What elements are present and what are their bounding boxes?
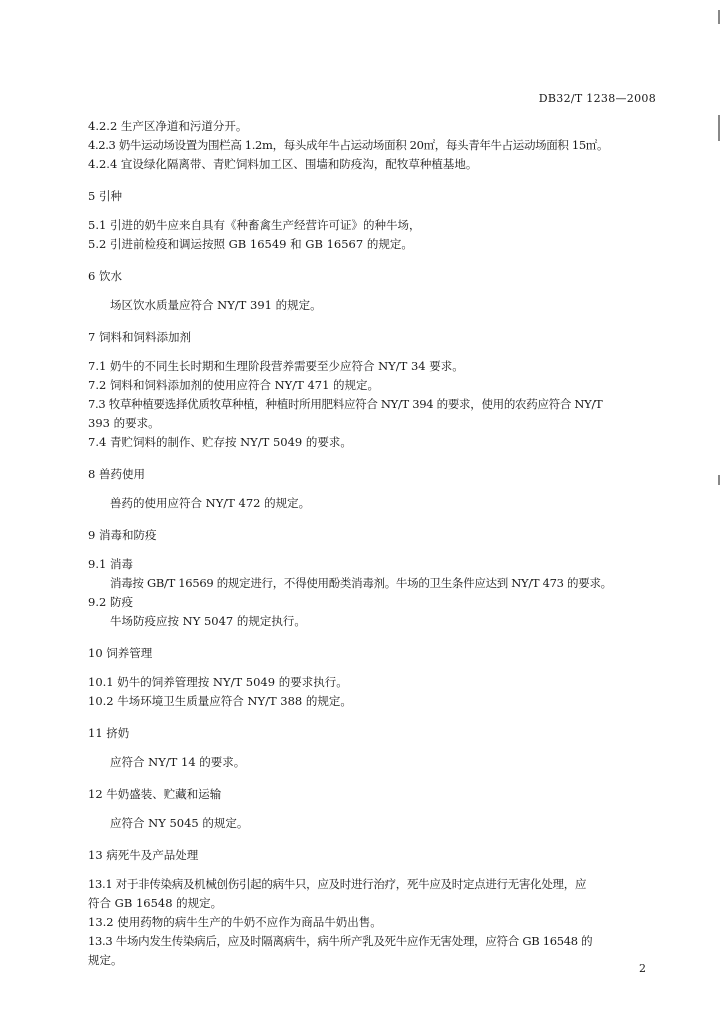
clause-10-1: 10.1 奶牛的饲养管理按 NY/T 5049 的要求执行。 xyxy=(88,675,348,689)
clause-4-2-4: 4.2.4 宜设绿化隔离带、青贮饲料加工区、围墙和防疫沟，配牧草种植基地。 xyxy=(88,157,478,171)
clause-9-2-body: 牛场防疫应按 NY 5047 的规定执行。 xyxy=(110,614,306,628)
clause-7-4: 7.4 青贮饲料的制作、贮存按 NY/T 5049 的要求。 xyxy=(88,435,352,449)
section-heading-6: 6 饮水 xyxy=(88,269,122,283)
section-heading-9: 9 消毒和防疫 xyxy=(88,528,157,542)
section-12-body: 应符合 NY 5045 的规定。 xyxy=(110,816,249,830)
section-heading-5: 5 引种 xyxy=(88,189,122,203)
clause-13-2: 13.2 使用药物的病牛生产的牛奶不应作为商品牛奶出售。 xyxy=(88,915,382,929)
clause-13-3-line2: 规定。 xyxy=(88,953,123,967)
scan-mark xyxy=(718,10,720,24)
section-heading-8: 8 兽药使用 xyxy=(88,467,145,481)
clause-4-2-3: 4.2.3 奶牛运动场设置为围栏高 1.2m，每头成年牛占运动场面积 20㎡，每头青年牛占运动场面积 15㎡。 xyxy=(88,138,609,152)
document-body xyxy=(88,117,658,970)
clause-13-3-line1: 13.3 牛场内发生传染病后，应及时隔离病牛，病牛所产乳及死牛应作无害处理，应符合 GB 16548 的 xyxy=(88,934,593,948)
clause-5-1: 5.1 引进的奶牛应来自具有《种畜禽生产经营许可证》的种牛场， xyxy=(88,218,421,232)
section-8-body: 兽药的使用应符合 NY/T 472 的规定。 xyxy=(110,496,311,510)
clause-10-2: 10.2 牛场环境卫生质量应符合 NY/T 388 的规定。 xyxy=(88,694,352,708)
section-heading-10: 10 饲养管理 xyxy=(88,646,153,660)
clause-7-1: 7.1 奶牛的不同生长时期和生理阶段营养需要至少应符合 NY/T 34 要求。 xyxy=(88,359,464,373)
clause-7-3-line2: 393 的要求。 xyxy=(88,416,160,430)
clause-4-2-2: 4.2.2 生产区净道和污道分开。 xyxy=(88,119,248,133)
clause-9-1-body: 消毒按 GB/T 16569 的规定进行，不得使用酚类消毒剂。牛场的卫生条件应达到 NY/T 473 的要求。 xyxy=(110,576,612,590)
clause-7-2: 7.2 饲料和饲料添加剂的使用应符合 NY/T 471 的规定。 xyxy=(88,378,380,392)
clause-7-3-line1: 7.3 牧草种植要选择优质牧草种植，种植时所用肥料应符合 NY/T 394 的要求，使用的农药应符合 NY/T xyxy=(88,397,603,411)
scan-mark xyxy=(718,475,720,485)
document-code: DB32/T 1238—2008 xyxy=(538,92,656,105)
section-11-body: 应符合 NY/T 14 的要求。 xyxy=(110,755,246,769)
section-heading-12: 12 牛奶盛装、贮藏和运输 xyxy=(88,787,222,801)
clause-5-2: 5.2 引进前检疫和调运按照 GB 16549 和 GB 16567 的规定。 xyxy=(88,237,413,251)
clause-9-1-title: 9.1 消毒 xyxy=(88,557,133,571)
page-number: 2 xyxy=(639,962,646,975)
clause-13-1-line2: 符合 GB 16548 的规定。 xyxy=(88,896,223,910)
clause-9-2-title: 9.2 防疫 xyxy=(88,595,133,609)
section-heading-13: 13 病死牛及产品处理 xyxy=(88,848,199,862)
section-heading-11: 11 挤奶 xyxy=(88,726,130,740)
clause-13-1-line1: 13.1 对于非传染病及机械创伤引起的病牛只，应及时进行治疗，死牛应及时定点进行无害化处理，应 xyxy=(88,877,587,891)
section-6-body: 场区饮水质量应符合 NY/T 391 的规定。 xyxy=(110,298,322,312)
section-heading-7: 7 饲料和饲料添加剂 xyxy=(88,330,191,344)
scan-mark xyxy=(718,115,720,141)
